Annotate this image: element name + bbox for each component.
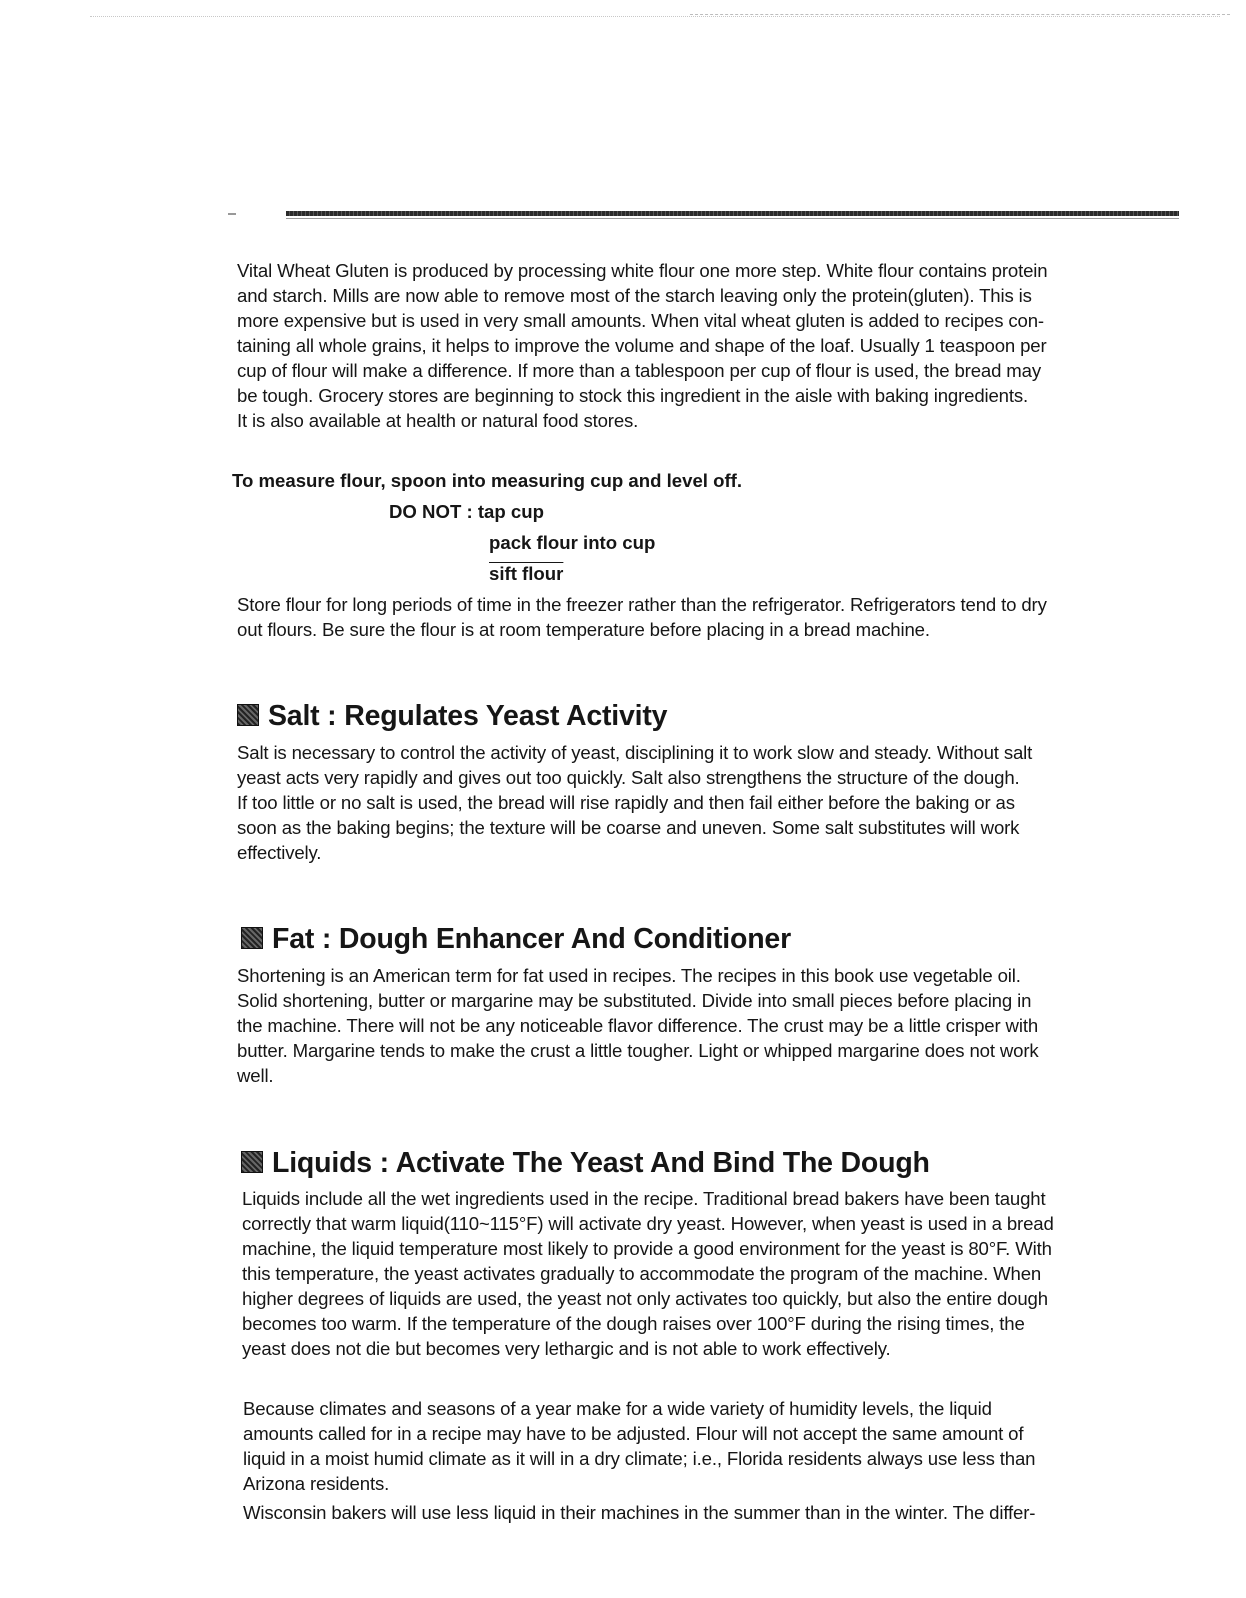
text-line: more expensive but is used in very small amounts. When vital wheat gluten is added to recipes con- [237, 310, 1044, 331]
text-line: be tough. Grocery stores are beginning to stock this ingredient in the aisle with baking ingredients. [237, 385, 1029, 406]
section-heading-liquids [241, 1146, 930, 1180]
liquids-paragraph [242, 1186, 1197, 1361]
gluten-paragraph [237, 258, 1177, 433]
square-bullet-icon [241, 927, 263, 949]
text-line: Because climates and seasons of a year make for a wide variety of humidity levels, the liquid [243, 1398, 992, 1419]
text-line: the machine. There will not be any noticeable flavor difference. The crust may be a little crisper with [237, 1015, 1039, 1036]
section-heading-fat [241, 922, 791, 956]
heading-text: Liquids : Activate The Yeast And Bind The Dough [272, 1147, 930, 1179]
text-line: machine, the liquid temperature most likely to provide a good environment for the yeast is 80°F. With [242, 1238, 1052, 1259]
heading-text: Fat : Dough Enhancer And Conditioner [272, 923, 791, 955]
text-line: well. [237, 1065, 274, 1086]
text-line: yeast does not die but becomes very lethargic and is not able to work effectively. [242, 1338, 891, 1359]
text-line: butter. Margarine tends to make the crust a little tougher. Light or whipped margarine does not work [237, 1040, 1039, 1061]
text-line: Solid shortening, butter or margarine may be substituted. Divide into small pieces before placing in [237, 990, 1032, 1011]
text-line: It is also available at health or natural food stores. [237, 410, 639, 431]
scan-noise-line [90, 16, 1220, 19]
section-divider-shadow [286, 218, 1179, 219]
do-not-label: DO NOT : tap cup [389, 501, 544, 522]
text-line: yeast acts very rapidly and gives out too quickly. Salt also strengthens the structure of the dough. [237, 767, 1020, 788]
storage-paragraph [237, 592, 1192, 642]
text-line: taining all whole grains, it helps to improve the volume and shape of the loaf. Usually 1 teaspoon per [237, 335, 1047, 356]
divider-mark [228, 213, 236, 215]
text-line: cup of flour will make a difference. If more than a tablespoon per cup of flour is used, the bread may [237, 360, 1041, 381]
scan-noise-line [690, 14, 1230, 16]
fat-paragraph [237, 963, 1177, 1088]
text-line: this temperature, the yeast activates gradually to accommodate the program of the machine. When [242, 1263, 1042, 1284]
salt-paragraph [237, 740, 1177, 865]
wisconsin-paragraph [243, 1500, 1183, 1525]
text-line: Store flour for long periods of time in the freezer rather than the refrigerator. Refrigerators tend to dry [237, 594, 1047, 615]
climate-paragraph [243, 1396, 1183, 1496]
square-bullet-icon [237, 704, 259, 726]
text-line: correctly that warm liquid(110~115°F) will activate dry yeast. However, when yeast is used in a bread [242, 1213, 1054, 1234]
text-line: Shortening is an American term for fat used in recipes. The recipes in this book use vegetable oil. [237, 965, 1021, 986]
text-line: liquid in a moist humid climate as it will in a dry climate; i.e., Florida residents always use less than [243, 1448, 1036, 1469]
text-line: Salt is necessary to control the activity of yeast, disciplining it to work slow and steady. Without salt [237, 742, 1033, 763]
heading-text: Salt : Regulates Yeast Activity [268, 700, 668, 732]
text-line: soon as the baking begins; the texture will be coarse and uneven. Some salt substitutes will work [237, 817, 1020, 838]
text-line: Wisconsin bakers will use less liquid in their machines in the summer than in the winter. The differ- [243, 1502, 1036, 1523]
square-bullet-icon [241, 1151, 263, 1173]
text-line: out flours. Be sure the flour is at room temperature before placing in a bread machine. [237, 619, 930, 640]
text-line: Arizona residents. [243, 1473, 390, 1494]
do-not-item: sift flour [489, 563, 564, 584]
measure-instruction: To measure flour, spoon into measuring cup and level off. [232, 470, 743, 491]
section-divider [286, 211, 1179, 216]
text-line: amounts called for in a recipe may have to be adjusted. Flour will not accept the same amount of [243, 1423, 1024, 1444]
text-line: becomes too warm. If the temperature of the dough raises over 100°F during the rising times, the [242, 1313, 1025, 1334]
text-line: Liquids include all the wet ingredients used in the recipe. Traditional bread bakers have been taught [242, 1188, 1046, 1209]
text-line: effectively. [237, 842, 322, 863]
section-heading-salt [237, 699, 667, 733]
do-not-item: pack flour into cup [489, 532, 656, 553]
text-line: and starch. Mills are now able to remove most of the starch leaving only the protein(gluten). This is [237, 285, 1032, 306]
text-line: Vital Wheat Gluten is produced by processing white flour one more step. White flour contains protein [237, 260, 1048, 281]
text-line: If too little or no salt is used, the bread will rise rapidly and then fail either before the baking or as [237, 792, 1015, 813]
text-line: higher degrees of liquids are used, the yeast not only activates too quickly, but also the entire dough [242, 1288, 1048, 1309]
